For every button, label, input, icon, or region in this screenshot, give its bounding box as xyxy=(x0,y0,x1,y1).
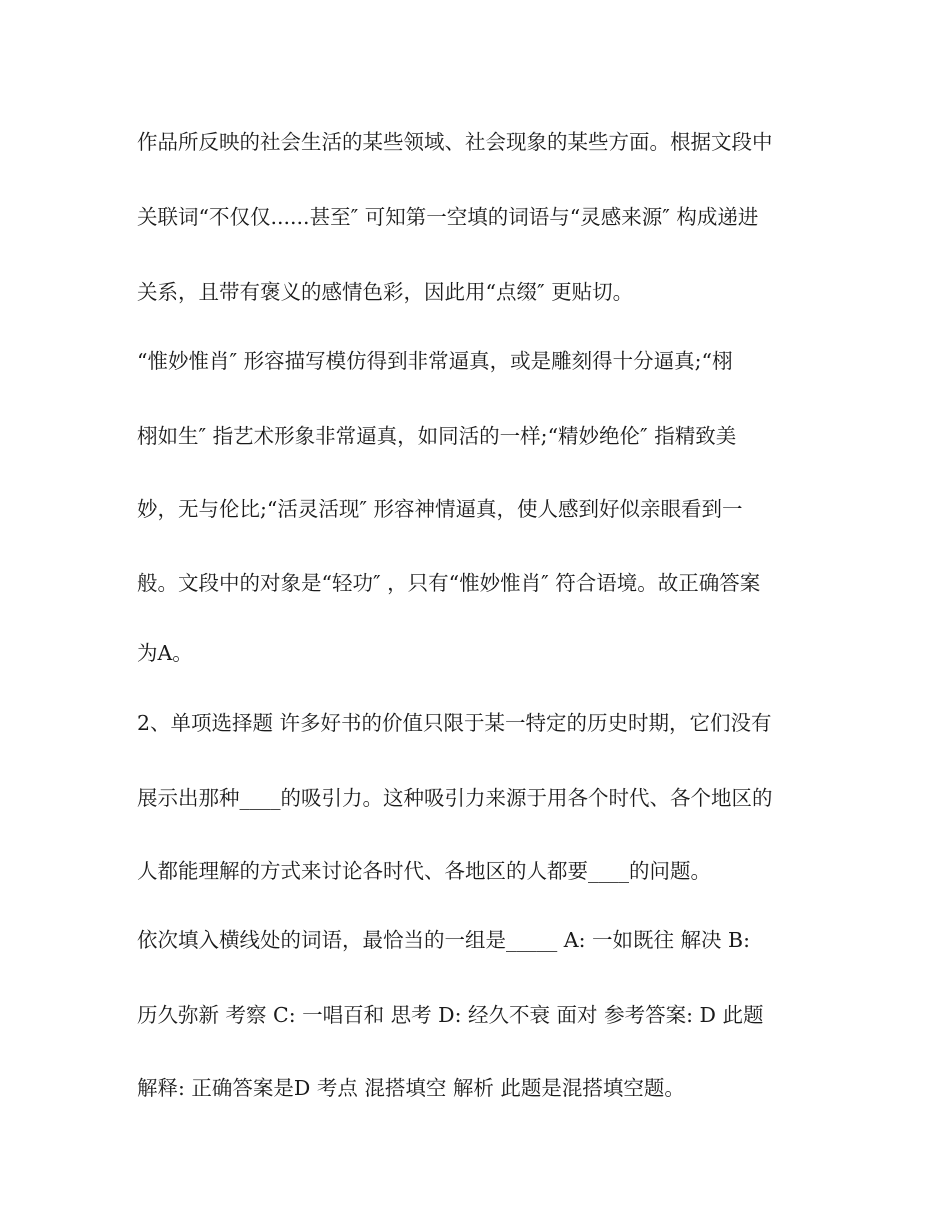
text-line: 为A。 xyxy=(137,641,193,665)
text-line: 展示出那种____的吸引力。这种吸引力来源于用各个时代、各个地区的 xyxy=(137,786,773,810)
text-line: 人都能理解的方式来讨论各时代、各地区的人都要____的问题。 xyxy=(137,859,711,883)
text-line: 作品所反映的社会生活的某些领域、社会现象的某些方面。根据文段中 xyxy=(137,130,773,154)
text-line: 栩如生″ 指艺术形象非常逼真，如同活的一样;“精妙绝伦″ 指精致美 xyxy=(137,424,737,448)
text-line: 关系，且带有褒义的感情色彩，因此用“点缀″ 更贴切。 xyxy=(137,280,634,304)
text-line: 般。文段中的对象是“轻功″ ，只有“惟妙惟肖″ 符合语境。故正确答案 xyxy=(137,571,761,595)
text-line: 依次填入横线处的词语，最恰当的一组是_____ A: 一如既往 解决 B: xyxy=(137,928,750,952)
text-line: 2、单项选择题 许多好书的价值只限于某一特定的历史时期，它们没有 xyxy=(137,711,772,735)
text-line: 妙，无与伦比;“活灵活现″ 形容神情逼真，使人感到好似亲眼看到一 xyxy=(137,497,743,521)
text-line: 解释: 正确答案是D 考点 混搭填空 解析 此题是混搭填空题。 xyxy=(137,1076,685,1100)
text-line: “惟妙惟肖″ 形容描写模仿得到非常逼真，或是雕刻得十分逼真;“栩 xyxy=(137,349,733,373)
text-line: 关联词“不仅仅......甚至″ 可知第一空填的词语与“灵感来源″ 构成递进 xyxy=(137,205,759,229)
text-line: 历久弥新 考察 C: 一唱百和 思考 D: 经久不衰 面对 参考答案: D 此题 xyxy=(137,1003,764,1027)
